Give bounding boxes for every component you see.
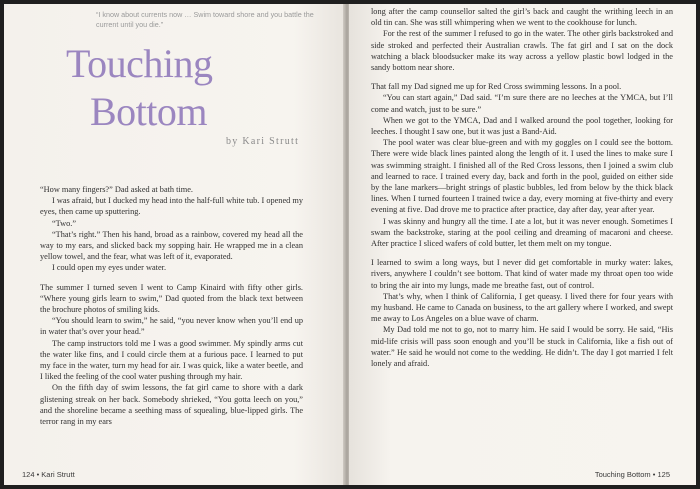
right-body-text	[371, 6, 673, 369]
paragraph: “That’s right.” Then his hand, broad as a rainbow, covered my head all the way to my ears, and slicked back my sopping hair. He wrapped me in a clean yellow towel, and the fear, what was left of it, evaporated.	[40, 229, 303, 262]
title-line-2: Bottom	[90, 89, 208, 134]
pull-quote: “I know about currents now … Swim toward shore and you battle the current until you die.”	[96, 10, 314, 29]
paragraph: That fall my Dad signed me up for Red Cross swimming lessons. In a pool.	[371, 82, 622, 92]
paragraph: When we got to the YMCA, Dad and I walked around the pool together, looking for leeches. I thought I saw one, but it was just a Band-Aid.	[371, 115, 673, 137]
left-body-text	[40, 184, 303, 427]
paragraph: I was skinny and hungry all the time. I ate a lot, but it was never enough. Sometimes I swam the backstroke, staring at the pool ceiling and dreaming of macaroni and cheese. After practice I sliced wafers of cold butter, let them melt on my tongue.	[371, 216, 673, 249]
paragraph: I was afraid, but I ducked my head into the half-full white tub. I opened my eyes, then came up sputtering.	[40, 196, 303, 217]
paragraph: I learned to swim a long ways, but I never did get comfortable in murky water: lakes, rivers, anywhere I couldn’t see bottom. That kind of water made my throat open too wide to bring the air into my lungs, made me breathe fast, out of control.	[371, 258, 673, 290]
title-line-1: Touching	[66, 41, 213, 86]
paragraph: The summer I turned seven I went to Camp Kinaird with fifty other girls. “Where young girls learn to swim,” Dad quoted from the black text between the brochure photos of smiling kids.	[40, 282, 303, 315]
byline: by Kari Strutt	[226, 136, 300, 147]
paragraph: For the rest of the summer I refused to go in the water. The other girls backstroked and side stroked and perfected their Australian crawls. The fat girl and I sat on the dock watching a black bloodsucker make its way across a yellow plastic bowl lodged in the sandy bottom near shore.	[371, 29, 673, 73]
paragraph: That’s why, when I think of California, I get queasy. I lived there for four years with my husband. He came to Canada on business, to the art gallery where I worked, and swept me away to Los Angeles on a blue wave of charm.	[371, 291, 673, 324]
page-number-right: Touching Bottom • 125	[594, 470, 670, 479]
paragraph: The pool water was clear blue-green and with my goggles on I could see the bottom. There were wide black lines painted along the length of it. I used the lines to make sure I was swimming straight. I finished all of the Red Cross lessons, then I joined a swim club and learned to race. I trained every day, back and forth in the pool, guided on either side by the lane markers—bright strings of plastic bubbles, led from below by the thick black lines. When I turned fourteen I trained twice a day, every morning at five-thirty and every evening at five. Dad drove me to practice after practice, day after day, year after year.	[371, 138, 673, 215]
paragraph: The camp instructors told me I was a good swimmer. My spindly arms cut the water like fins, and I could circle them at a furious pace. I learned to put my face in the water, turn my head for air. I was quick, like a water beetle, and I liked the feeling of the cool water pushing through my hair.	[40, 338, 303, 382]
left-page	[4, 4, 345, 485]
paragraph: I could open my eyes under water.	[52, 263, 167, 273]
paragraph: “You should learn to swim,” he said, “you never know when you’ll end up in water that’s over your head.”	[40, 316, 303, 337]
right-page	[349, 4, 696, 485]
paragraph: “You can start again,” Dad said. “I’m sure there are no leeches at the YMCA, but I’ll come and watch, just to be sure.”	[371, 93, 673, 114]
paragraph: “Two.”	[52, 218, 77, 228]
paragraph: long after the camp counsellor salted the girl’s back and caught the writhing leech in an old tin can. She was still whimpering when we went to the cookhouse for lunch.	[371, 7, 673, 28]
paragraph: My Dad told me not to go, not to marry him. He said I would be sorry. He said, “His mid-life crisis will pass soon enough and you’ll be stuck in California, like a fish out of water.” He said he would not come to the wedding. He didn’t. The day I got married I felt lonely and afraid.	[371, 325, 673, 369]
paragraph: “How many fingers?” Dad asked at bath time.	[40, 185, 193, 194]
paragraph: On the fifth day of swim lessons, the fat girl came to shore with a dark glistening streak on her back. Somebody shrieked, “You gotta leech on you,” and the shoreline became a seething mass of squealing, blue-lipped girls. The terror rang in my ears	[40, 383, 303, 427]
page-number-left: 124 • Kari Strutt	[22, 470, 75, 479]
